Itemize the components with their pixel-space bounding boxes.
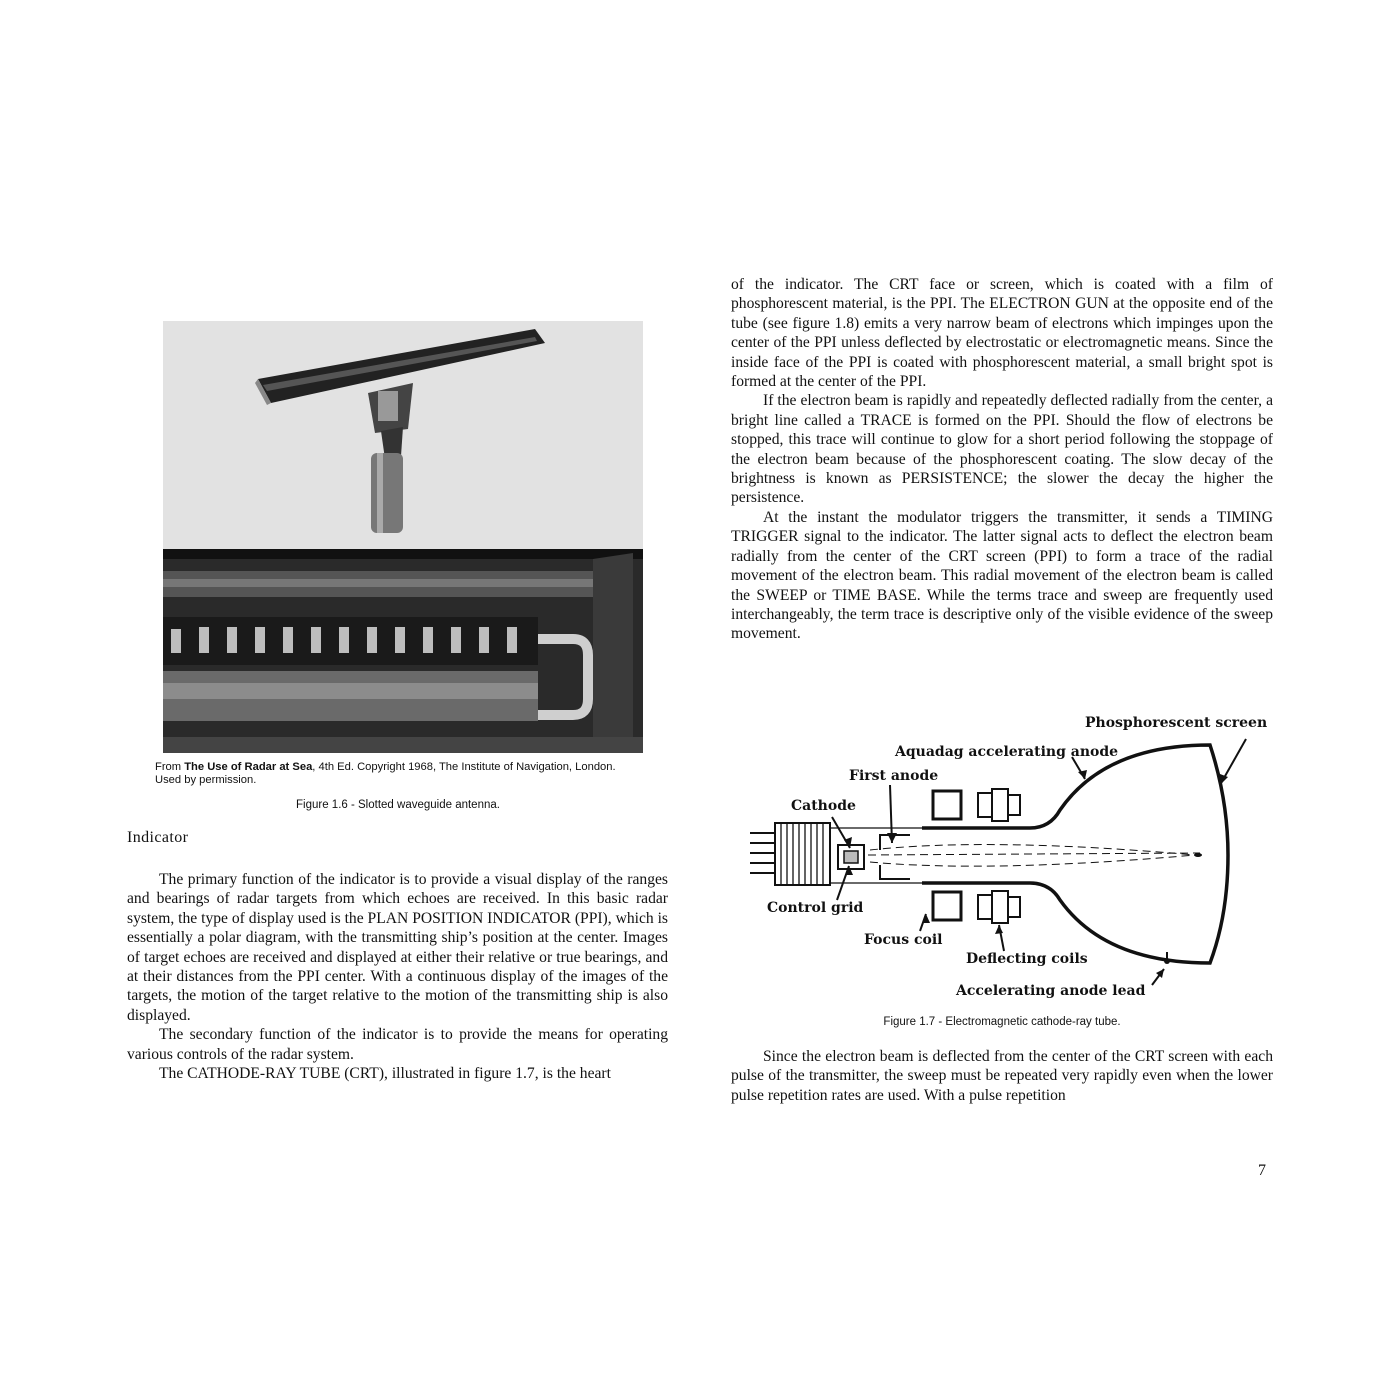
label-accelerating-anode-lead: Accelerating anode lead <box>956 983 1146 999</box>
paragraph: At the instant the modulator triggers the transmitter, it sends a TIMING TRIGGER signal to the indicator. The latter signal acts to deflect the electron beam radially from the center of the CRT screen (PPI) to form a trace of the radial movement of the electron beam. This radial movement of the electron beam is called the SWEEP or TIME BASE. While the terms trace and sweep are frequently used interchangeably, the term trace is descriptive only of the visible evidence of the sweep movement. <box>731 508 1273 643</box>
credit-permission: Used by permission. <box>155 774 257 786</box>
credit-book-title: The Use of Radar at Sea <box>184 761 313 773</box>
label-phosphorescent-screen: Phosphorescent screen <box>1085 715 1268 731</box>
paragraph: Since the electron beam is deflected from the center of the CRT screen with each pulse of the transmitter, the sweep must be repeated very rapidly even when the lower pulse repetition rates are used. With a pulse repetition <box>731 1048 1273 1104</box>
label-focus-coil: Focus coil <box>864 932 943 948</box>
crt-diagram <box>740 705 1280 1015</box>
figure-1-6-photo <box>163 321 643 753</box>
left-column-text <box>127 870 668 1083</box>
figure-1-7-caption: Figure 1.7 - Electromagnetic cathode-ray tube. <box>883 1016 1121 1028</box>
slotted-waveguide-antenna-image <box>163 321 643 753</box>
figure-1-6-credit <box>155 761 675 787</box>
paragraph: The secondary function of the indicator is to provide the means for operating various controls of the radar system. <box>127 1026 668 1063</box>
figure-1-6-caption: Figure 1.6 - Slotted waveguide antenna. <box>296 799 500 811</box>
section-heading: Indicator <box>127 829 189 846</box>
page-number: 7 <box>1258 1162 1266 1179</box>
tube-base <box>775 823 830 885</box>
paragraph: The CATHODE-RAY TUBE (CRT), illustrated in figure 1.7, is the heart <box>159 1065 611 1083</box>
paragraph: If the electron beam is rapidly and repeatedly deflected radially from the center, a bright line called a TRACE is formed on the PPI. Should the flow of electrons be stopped, this trace will continue to glow for a short period following the stoppage of the electron beam because of the phosphorescent coating. The slow decay of the brightness is known as PERSISTENCE; the slower the decay the higher the persistence. <box>731 392 1273 507</box>
cathode <box>844 851 858 863</box>
right-column-text-bottom <box>731 1047 1273 1105</box>
right-column-text-top <box>731 275 1273 644</box>
label-deflecting-coils: Deflecting coils <box>966 951 1088 967</box>
credit-prefix: From <box>155 761 185 773</box>
paragraph: of the indicator. The CRT face or screen, which is coated with a film of phosphorescent material, is the PPI. The ELECTRON GUN at the opposite end of the tube (see figure 1.8) emits a very narrow beam of electrons which impinges upon the center of the PPI unless deflected by electrostatic or electromagnetic means. Since the inside face of the PPI is coated with phosphorescent material, a small bright spot is formed at the center of the PPI. <box>731 276 1273 391</box>
focus-coil-top <box>933 791 961 819</box>
base-pins <box>750 833 775 873</box>
paragraph: The primary function of the indicator is to provide a visual display of the ranges and bearings of radar targets from which echoes are received. In this basic radar system, the type of display used is the PLAN POSITION INDICATOR (PPI), which is essentially a polar diagram, with the transmitting ship’s position at the center. Images of target echoes are received and displayed at either their relative or true bearings, and at their distances from the PPI center. With a continuous display of the images of the targets, the motion of the target relative to the motion of the transmitting ship is also displayed. <box>127 871 668 1024</box>
label-aquadag-anode: Aquadag accelerating anode <box>895 744 1119 760</box>
label-first-anode: First anode <box>849 768 939 784</box>
label-cathode: Cathode <box>791 798 856 814</box>
label-control-grid: Control grid <box>767 900 864 916</box>
figure-1-7-diagram <box>740 705 1280 1015</box>
focus-coil-bottom <box>933 892 961 920</box>
credit-rest: , 4th Ed. Copyright 1968, The Institute of Navigation, London. <box>312 761 616 773</box>
